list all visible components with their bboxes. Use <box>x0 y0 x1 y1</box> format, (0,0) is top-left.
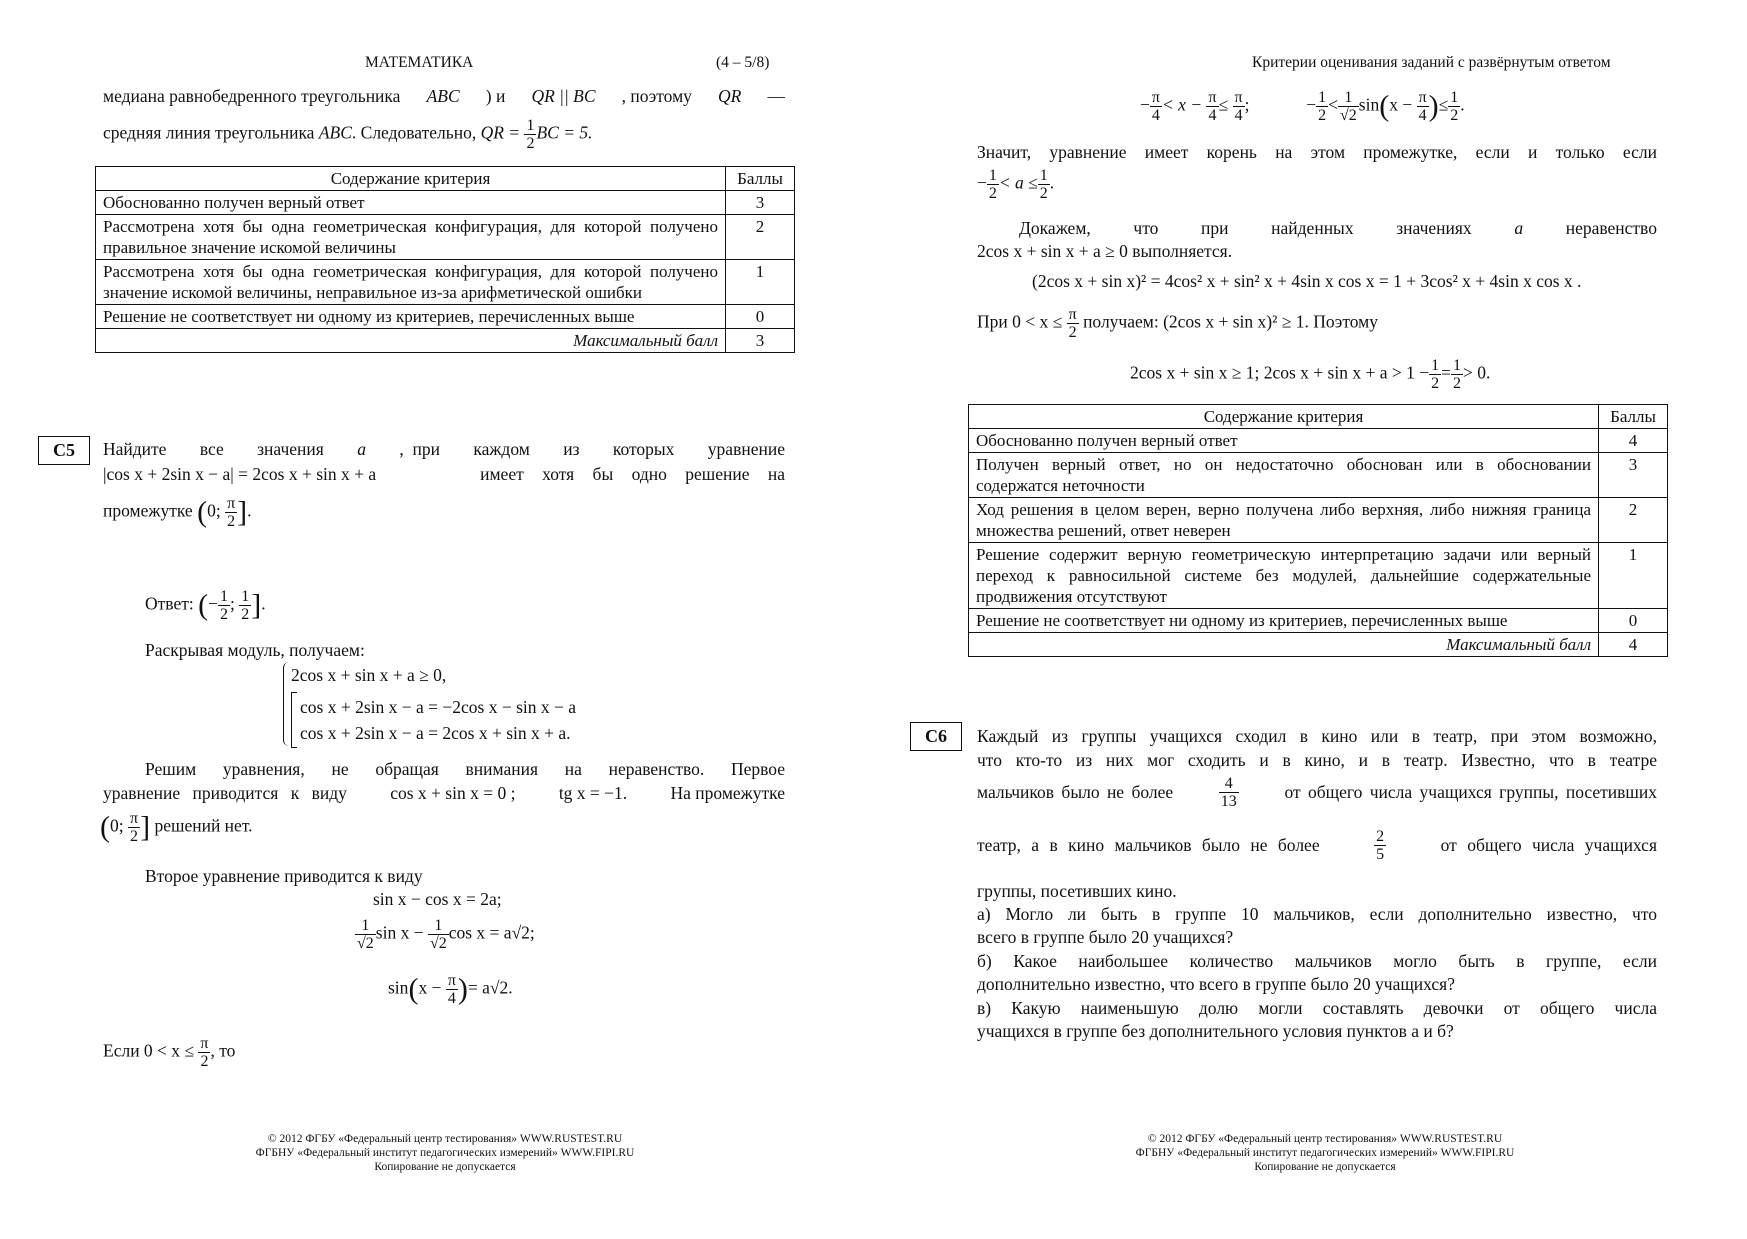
fraction-pi-4 <box>1206 89 1218 124</box>
criterion-points: 2 <box>1599 498 1668 543</box>
denominator: 2 <box>1039 185 1048 202</box>
system-inner-bracket <box>291 692 297 748</box>
denominator: 4 <box>1151 107 1160 124</box>
prove-text: при <box>1201 218 1229 238</box>
criterion-text: Решение не соответствует ни одному из критериев, перечисленных выше <box>969 609 1599 633</box>
table-row <box>96 260 795 305</box>
no-solutions-text: решений нет. <box>154 815 253 836</box>
right-square-eq: (2cos x + sin x)² = 4cos² x + sin² x + 4sin x cos x = 1 + 3cos² x + 4sin x cos x . <box>1032 271 1582 291</box>
system-line-2: cos x + 2sin x − a = −2cos x − sin x − a <box>300 697 577 717</box>
c6-question-c-2: учащихся в группе без дополнительного условия пунктов а и б? <box>977 1021 1454 1041</box>
header-points: Баллы <box>1599 405 1668 429</box>
max-points: 3 <box>726 329 795 353</box>
fraction-pi-4 <box>1150 89 1162 124</box>
interval-start: 0; <box>207 500 221 521</box>
system-brace <box>283 662 290 746</box>
fraction-1-sqrt2 <box>428 917 449 952</box>
criterion-text: Решение содержит верную геометрическую интерпретацию задачи или верный переход к равносильной системе без модулей, дальнейшие содержательные продвижения отсутствуют <box>969 543 1599 609</box>
task-text: которых <box>612 439 675 459</box>
prove-text: что <box>1133 218 1159 238</box>
criterion-points: 3 <box>726 191 795 215</box>
right-inequalities <box>1140 89 1465 124</box>
c6-question-a-2: всего в группе было 20 учащихся? <box>977 927 1234 947</box>
task-text: промежутке <box>103 500 193 521</box>
fraction-pi-4 <box>1417 89 1429 124</box>
footer-line: ФГБНУ «Федеральный институт педагогических измерений» WWW.FIPI.RU <box>255 1147 635 1159</box>
denominator: 13 <box>1220 793 1237 810</box>
denominator: √2 <box>357 935 374 952</box>
c5-second-eq: Второе уравнение приводится к виду <box>145 866 423 886</box>
fraction-pi-2 <box>198 1035 210 1070</box>
paren-open: ( <box>408 972 419 1006</box>
left-header-subject: МАТЕМАТИКА <box>365 54 474 71</box>
ineq-part: < x − <box>1161 94 1203 115</box>
fraction-half <box>524 117 536 152</box>
denominator: 2 <box>526 135 535 152</box>
task-text: имеет хотя бы одно решение на <box>480 464 785 484</box>
c6-line-2: что кто-то из них мог сходить и в кино, и в театр. Известно, что в театре <box>977 750 1657 770</box>
bracket-close: ] <box>140 810 151 844</box>
right-means-line: Значит, уравнение имеет корень на этом промежутке, если и только если <box>977 142 1657 162</box>
system-of-equations <box>283 662 643 748</box>
footer-line: © 2012 ФГБУ «Федеральный центр тестирования» WWW.RUSTEST.RU <box>1147 1133 1503 1145</box>
fraction-half <box>1451 357 1463 392</box>
fraction-half <box>1316 89 1328 124</box>
right-means-range <box>977 167 1054 202</box>
task-text: Найдите <box>103 439 167 459</box>
prove-text: значениях <box>1396 218 1472 238</box>
paren-open: ( <box>198 588 209 622</box>
numerator: 1 <box>428 917 449 935</box>
right-when-line <box>977 306 1378 341</box>
task-text: из <box>563 439 580 459</box>
separator: ; <box>229 593 235 614</box>
task-text: значения <box>257 439 324 459</box>
left-intro-line-2 <box>103 117 593 152</box>
fraction-1-sqrt2 <box>355 917 376 952</box>
fraction-4-13 <box>1219 775 1239 810</box>
header-content: Содержание критерия <box>969 405 1599 429</box>
paren-open: ( <box>197 495 208 529</box>
ineq-part: sin <box>1358 94 1380 115</box>
denominator: 2 <box>130 828 139 845</box>
solve-text: уравнение приводится к виду <box>103 783 347 803</box>
denominator: 2 <box>1452 375 1461 392</box>
criterion-points: 0 <box>726 305 795 329</box>
denominator: 2 <box>1318 107 1327 124</box>
criterion-points: 2 <box>726 215 795 260</box>
fraction-pi-4 <box>446 972 458 1007</box>
footer-line: Копирование не допускается <box>1254 1161 1396 1173</box>
eq-part: x − <box>418 977 442 998</box>
when-text: получаем: (2cos x + sin x)² ≥ 1. Поэтому <box>1083 311 1378 332</box>
c6-text: мальчиков было не более <box>977 782 1174 802</box>
denominator: 2 <box>227 513 236 530</box>
fraction-1-sqrt2 <box>1338 89 1359 124</box>
range-part: < a ≤ <box>998 172 1038 193</box>
fraction-half <box>987 167 999 202</box>
fraction-pi-2 <box>225 495 237 530</box>
eq-part: sin <box>388 977 409 998</box>
ineq-part: − <box>1306 94 1317 115</box>
numerator: π <box>1234 89 1243 106</box>
denominator: 2 <box>1068 324 1077 341</box>
right-prove-line-2: 2cos x + sin x + a ≥ 0 выполняется. <box>977 241 1233 261</box>
fraction-half <box>218 588 230 623</box>
right-footer <box>1080 1132 1570 1174</box>
c5-eq3 <box>388 972 513 1007</box>
c5-solve-line-2 <box>103 782 785 805</box>
eq-part: cos x = a√2; <box>448 922 535 943</box>
ineq-part: < <box>1328 94 1338 115</box>
criterion-points: 0 <box>1599 609 1668 633</box>
criterion-text: Обоснованно получен верный ответ <box>96 191 726 215</box>
numerator: 1 <box>1338 89 1359 107</box>
eq-part: sin x − <box>375 922 424 943</box>
numerator: π <box>1068 306 1077 323</box>
system-line-1: 2cos x + sin x + a ≥ 0, <box>291 665 447 685</box>
left-intro-line-1 <box>103 85 785 108</box>
intro-text: ) и <box>485 86 506 106</box>
criterion-text: Получен верный ответ, но он недостаточно обоснован или в обосновании содержатся неточности <box>969 453 1599 498</box>
numerator: 1 <box>526 117 535 134</box>
max-points: 4 <box>1599 633 1668 657</box>
intro-triangle: ABC <box>318 122 352 143</box>
intro-parallel: QR || BC <box>531 86 596 106</box>
numerator: π <box>1208 89 1217 106</box>
criterion-points: 1 <box>1599 543 1668 609</box>
footer-line: ФГБНУ «Федеральный институт педагогических измерений» WWW.FIPI.RU <box>1135 1147 1515 1159</box>
intro-bc: BC = 5. <box>536 122 593 143</box>
c6-question-a-1: а) Могло ли быть в группе 10 мальчиков, если дополнительно известно, что <box>977 904 1657 924</box>
ineq-part: ≤ <box>1218 94 1229 115</box>
c6-line-4 <box>977 828 1657 863</box>
c6-text: театр, а в кино мальчиков было не более <box>977 835 1320 855</box>
ineq-part: . <box>1460 94 1465 115</box>
right-prove-line-1 <box>1019 217 1657 240</box>
numerator: π <box>130 810 139 827</box>
c5-task-line-1 <box>103 438 785 461</box>
task-param: a <box>357 439 366 459</box>
denominator: 4 <box>1234 107 1243 124</box>
ineq-part: x − <box>1389 94 1413 115</box>
c6-question-b-1: б) Какое наибольшее количество мальчиков могло быть в группе, если <box>977 951 1657 971</box>
fraction-half <box>239 588 251 623</box>
table-max-row <box>969 633 1668 657</box>
bracket-close: ] <box>251 588 262 622</box>
if-text: Если 0 < x ≤ <box>103 1040 195 1061</box>
table-row <box>969 543 1668 609</box>
intro-qr: QR = <box>480 122 521 143</box>
paren-close: ) <box>1428 89 1439 123</box>
intro-text: средняя линия треугольника <box>103 122 315 143</box>
left-criteria-table <box>95 166 795 353</box>
numerator: 1 <box>1450 89 1459 106</box>
paren-open: ( <box>1379 89 1390 123</box>
c6-question-c-1: в) Какую наименьшую долю могли составлять девочки от общего числа <box>977 998 1657 1018</box>
c5-task-line-3: промежутке (0; $\frac{\pi}{2}$ ]. <box>103 495 252 530</box>
table-header-row <box>96 167 795 191</box>
c6-question-b-2: дополнительно известно, что всего в группе было 20 учащихся? <box>977 974 1456 994</box>
table-row <box>969 609 1668 633</box>
left-footer <box>200 1132 690 1174</box>
numerator: 1 <box>241 588 250 605</box>
numerator: π <box>1151 89 1160 106</box>
denominator: √2 <box>1339 107 1357 124</box>
solve-eq: cos x + sin x = 0 ; <box>390 783 516 803</box>
header-content: Содержание критерия <box>96 167 726 191</box>
ineq-part: ≤ <box>1438 94 1449 115</box>
prove-text: неравенство <box>1565 218 1657 238</box>
denominator: 2 <box>200 1053 209 1070</box>
c6-text: от общего числа учащихся <box>1440 835 1657 855</box>
c5-if-line <box>103 1035 235 1070</box>
c5-task-line-2 <box>103 463 785 486</box>
c5-solve-line-1: Решим уравнения, не обращая внимания на неравенство. Первое <box>145 759 785 779</box>
denominator: 2 <box>1431 375 1440 392</box>
denominator: 4 <box>1418 107 1427 124</box>
numerator: π <box>227 495 236 512</box>
system-line-3: cos x + 2sin x − a = 2cos x + sin x + a. <box>300 723 571 743</box>
denominator: 5 <box>1376 846 1385 863</box>
right-final-line <box>1130 357 1490 392</box>
fraction-half <box>1448 89 1460 124</box>
c6-text: от общего числа учащихся группы, посетивших <box>1284 782 1657 802</box>
c5-no-solutions <box>100 810 253 845</box>
task-tag-c6: C6 <box>910 722 962 751</box>
denominator: 2 <box>988 185 997 202</box>
final-text: > 0. <box>1462 362 1491 383</box>
fraction-pi-2 <box>1067 306 1079 341</box>
intro-text: , поэтому <box>621 86 692 106</box>
numerator: π <box>447 972 456 989</box>
intro-triangle: ABC <box>426 86 460 106</box>
max-label: Максимальный балл <box>96 329 726 353</box>
denominator: 2 <box>1450 107 1459 124</box>
task-equation: |cos x + 2sin x − a| = 2cos x + sin x + a <box>103 464 377 484</box>
c5-expand: Раскрывая модуль, получаем: <box>145 640 365 660</box>
numerator: 1 <box>1318 89 1327 106</box>
numerator: 4 <box>1219 775 1239 793</box>
c5-answer: Ответ: (− $\frac{1}{2}$ ; $\frac{1}{2}$ ]. <box>145 588 266 623</box>
numerator: π <box>1418 89 1427 106</box>
right-header: Критерии оценивания заданий с развёрнутым ответом <box>1252 54 1611 71</box>
denominator: 2 <box>241 606 250 623</box>
paren-open: ( <box>100 810 110 844</box>
interval-start: 0; <box>110 815 124 836</box>
when-text: При 0 < x ≤ <box>977 311 1063 332</box>
criterion-points: 1 <box>726 260 795 305</box>
denominator: √2 <box>429 935 447 952</box>
numerator: 2 <box>1376 828 1385 845</box>
answer-label: Ответ: <box>145 593 194 614</box>
numerator: 1 <box>219 588 228 605</box>
right-criteria-table <box>968 404 1668 657</box>
intro-dash: — <box>767 86 785 106</box>
range-part: − <box>977 172 987 193</box>
fraction-pi-2 <box>128 810 140 845</box>
fraction-half <box>1429 357 1441 392</box>
criterion-text: Рассмотрена хотя бы одна геометрическая конфигурация, для которой получено правильное значение искомой величины <box>96 215 726 260</box>
denominator: 4 <box>447 990 456 1007</box>
table-row <box>96 191 795 215</box>
numerator: 1 <box>1452 357 1461 374</box>
ineq-part: ; <box>1244 94 1250 115</box>
criterion-points: 3 <box>1599 453 1668 498</box>
intro-text: медиана равнобедренного треугольника <box>103 86 401 106</box>
task-tag-c5: C5 <box>38 436 90 465</box>
minus: − <box>208 593 218 614</box>
c5-eq1: sin x − cos x = 2a; <box>373 889 502 909</box>
final-text: = <box>1441 362 1451 383</box>
footer-line: Копирование не допускается <box>374 1161 516 1173</box>
solve-text: На промежутке <box>670 783 785 803</box>
numerator: 1 <box>355 917 376 935</box>
intro-segment: QR <box>718 86 742 106</box>
solve-eq: tg x = −1. <box>558 783 628 803</box>
eq-part: = a√2. <box>467 977 513 998</box>
fraction-half <box>1038 167 1050 202</box>
prove-text: Докажем, <box>1019 218 1091 238</box>
criterion-text: Ход решения в целом верен, верно получена либо верхняя, либо нижняя граница множества решений, ответ неверен <box>969 498 1599 543</box>
numerator: 1 <box>988 167 997 184</box>
numerator: 1 <box>1039 167 1048 184</box>
table-header-row <box>969 405 1668 429</box>
intro-text: . Следовательно, <box>351 122 477 143</box>
bracket-close: ] <box>237 495 248 529</box>
header-points: Баллы <box>726 167 795 191</box>
ineq-part: − <box>1140 94 1150 115</box>
table-row <box>969 453 1668 498</box>
footer-line: © 2012 ФГБУ «Федеральный центр тестирования» WWW.RUSTEST.RU <box>267 1133 623 1145</box>
range-part: . <box>1049 172 1055 193</box>
table-max-row <box>96 329 795 353</box>
denominator: 2 <box>219 606 228 623</box>
table-row <box>96 215 795 260</box>
criterion-text: Рассмотрена хотя бы одна геометрическая конфигурация, для которой получено значение искомой величины, неправильное из-за арифметической ошибки <box>96 260 726 305</box>
table-row <box>969 498 1668 543</box>
final-text: 2cos x + sin x ≥ 1; 2cos x + sin x + a > 1 − <box>1130 362 1430 383</box>
paren-close: ) <box>457 972 468 1006</box>
fraction-2-5 <box>1374 828 1386 863</box>
c6-line-1: Каждый из группы учащихся сходил в кино или в театр, при этом возможно, <box>977 726 1657 746</box>
task-text: все <box>199 439 224 459</box>
numerator: π <box>200 1035 209 1052</box>
criterion-text: Решение не соответствует ни одному из критериев, перечисленных выше <box>96 305 726 329</box>
fraction-pi-4 <box>1233 89 1245 124</box>
task-text: уравнение <box>707 439 785 459</box>
task-text: каждом <box>473 439 530 459</box>
numerator: 1 <box>1431 357 1440 374</box>
table-row <box>96 305 795 329</box>
left-header-variant: (4 – 5/8) <box>716 54 770 71</box>
c6-line-5: группы, посетивших кино. <box>977 881 1177 901</box>
c5-eq2 <box>355 917 535 952</box>
task-text: , при <box>399 439 440 459</box>
criterion-points: 4 <box>1599 429 1668 453</box>
c6-line-3 <box>977 775 1657 810</box>
prove-text: найденных <box>1271 218 1354 238</box>
denominator: 4 <box>1208 107 1217 124</box>
if-text: , то <box>210 1040 236 1061</box>
criterion-text: Обоснованно получен верный ответ <box>969 429 1599 453</box>
table-row <box>969 429 1668 453</box>
prove-param: a <box>1514 218 1524 238</box>
max-label: Максимальный балл <box>969 633 1599 657</box>
